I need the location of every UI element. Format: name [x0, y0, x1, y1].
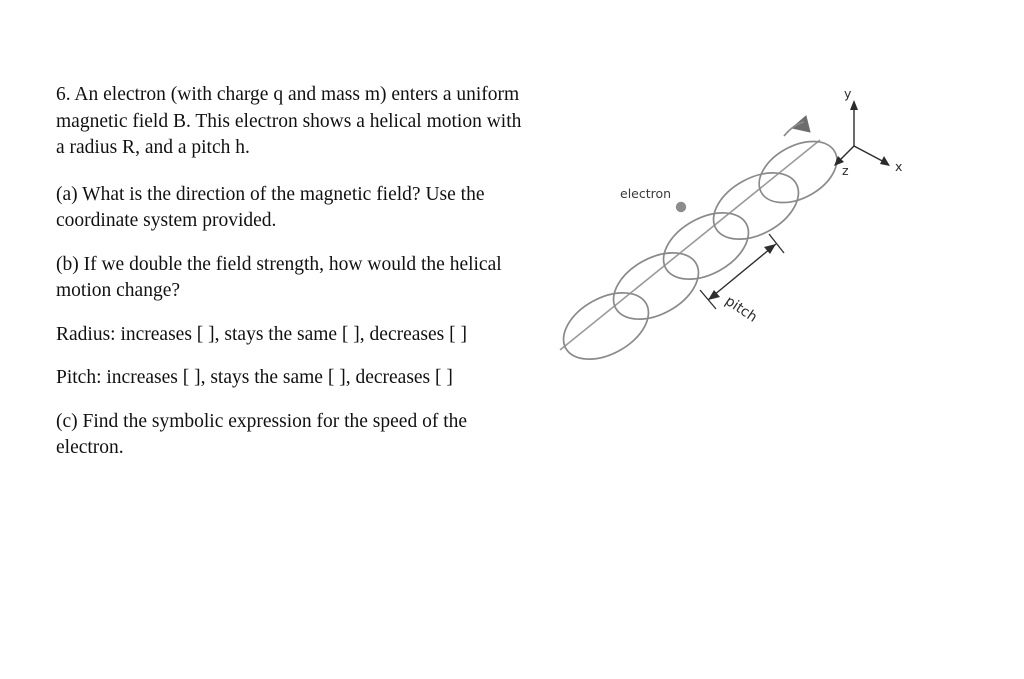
question-a: (a) What is the direction of the magnetic field? Use the coordinate system provided.	[56, 183, 485, 231]
pitch-label: pitch	[722, 293, 760, 326]
axis-label-y: y	[844, 86, 852, 101]
problem-text-block	[56, 82, 526, 479]
helix-figure	[548, 78, 968, 378]
helix-diagram-svg	[548, 78, 968, 378]
pitch-choice-line: Pitch: increases [ ], stays the same [ ], decreases [ ]	[56, 367, 453, 388]
axis-x-arrowhead	[880, 156, 890, 166]
coordinate-axes	[836, 102, 888, 164]
question-c: (c) Find the symbolic expression for the speed of the electron.	[56, 410, 468, 458]
helix-path	[552, 129, 847, 373]
electron-marker-dot	[676, 202, 686, 212]
helix-axis-line	[560, 140, 820, 350]
electron-label: electron	[620, 186, 672, 201]
axis-y-arrowhead	[850, 100, 858, 110]
question-b: (b) If we double the field strength, how would the helical motion change?	[56, 253, 502, 301]
helix-direction-arrowhead	[792, 116, 810, 132]
axis-label-x: x	[895, 159, 903, 174]
problem-statement: 6. An electron (with charge q and mass m) enters a uniform magnetic field B. This electron shows a helical motion with a radius R, and a pitch h.	[56, 84, 522, 158]
axis-label-z: z	[842, 163, 849, 178]
radius-choice-line: Radius: increases [ ], stays the same [ ], decreases [ ]	[56, 323, 467, 345]
